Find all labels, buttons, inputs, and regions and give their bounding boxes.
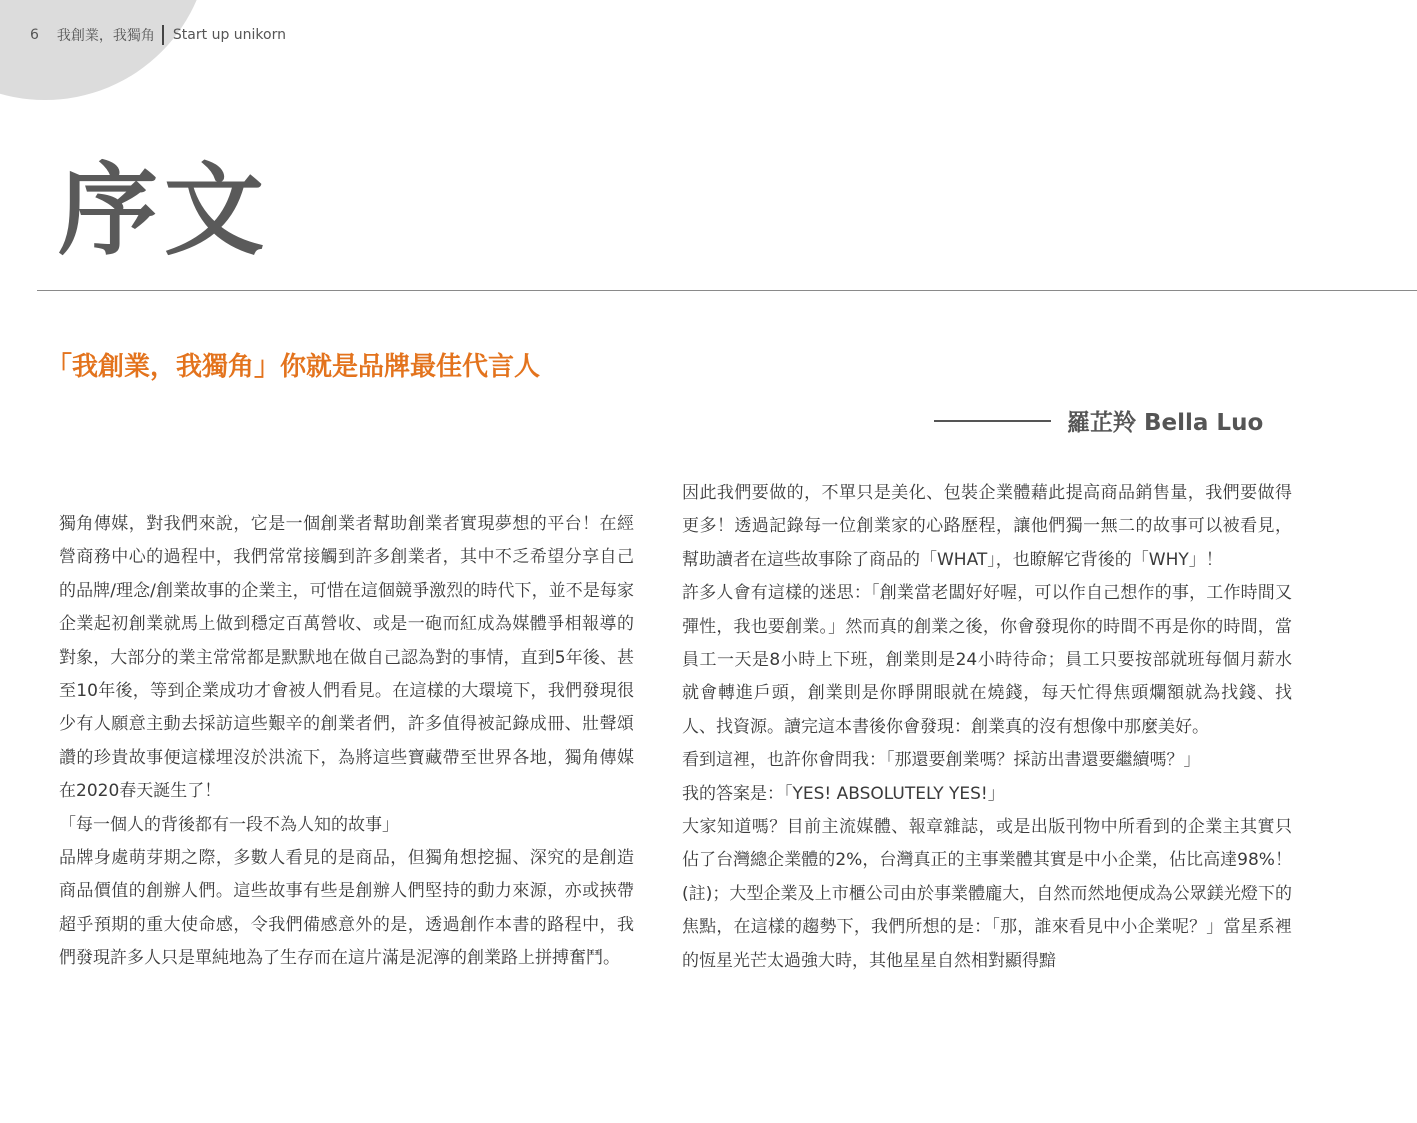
title-divider [37,290,1417,291]
paragraph: 大家知道嗎？目前主流媒體、報章雜誌，或是出版刊物中所看到的企業主其實只佔了台灣總企業體的2%，台灣真正的主事業體其實是中小企業，佔比高達98%！(註)；大型企業及上市櫃公司由於事業體龐大，自然而然地便成為公眾鎂光燈下的焦點，在這樣的趨勢下，我們所想的是：「那，誰來看見中小企業呢？」當星系裡的恆星光芒太過強大時，其他星星自然相對顯得黯 [682,817,1292,971]
running-header [30,25,286,45]
page-number: 6 [30,27,39,43]
left-column [59,508,634,976]
right-column [682,477,1292,978]
chapter-title: 序文 [58,151,270,269]
corner-decoration [0,0,210,100]
author-byline [934,404,1263,437]
section-heading: 「我創業，我獨角」你就是品牌最佳代言人 [46,352,541,382]
paragraph: 品牌身處萌芽期之際，多數人看見的是商品，但獨角想挖掘、深究的是創造商品價值的創辦人們。這些故事有些是創辦人們堅持的動力來源，亦或挾帶超乎預期的重大使命感，令我們備感意外的是，透過創作本書的路程中，我們發現許多人只是單純地為了生存而在這片滿是泥濘的創業路上拼搏奮鬥。 [59,848,634,969]
byline-dash [934,420,1051,422]
paragraph: 「每一個人的背後都有一段不為人知的故事」 [59,814,399,835]
paragraph: 獨角傳媒，對我們來說，它是一個創業者幫助創業者實現夢想的平台！在經營商務中心的過程中，我們常常接觸到許多創業者，其中不乏希望分享自己的品牌/理念/創業故事的企業主，可惜在這個競爭激烈的時代下，並不是每家企業起初創業就馬上做到穩定百萬營收、或是一砲而紅成為媒體爭相報導的對象，大部分的業主常常都是默默地在做自己認為對的事情，直到5年後、甚至10年後，等到企業成功才會被人們看見。在這樣的大環境下，我們發現很少有人願意主動去採訪這些艱辛的創業者們，許多值得被記錄成冊、壯聲頌讚的珍貴故事便這樣埋沒於洪流下，為將這些寶藏帶至世界各地，獨角傳媒在2020春天誕生了！ [59,514,634,802]
paragraph: 我的答案是：「YES! ABSOLUTELY YES!」 [682,783,1005,804]
book-subtitle: Start up unikorn [172,27,286,43]
paragraph: 許多人會有這樣的迷思：「創業當老闆好好喔，可以作自己想作的事，工作時間又彈性，我也要創業。」然而真的創業之後，你會發現你的時間不再是你的時間，當員工一天是8小時上下班，創業則是24小時待命；員工只要按部就班每個月薪水就會轉進戶頭，創業則是你睜開眼就在燒錢，每天忙得焦頭爛額就為找錢、找人、找資源。讀完這本書後你會發現：創業真的沒有想像中那麼美好。 [682,583,1292,737]
paragraph: 看到這裡，也許你會問我：「那還要創業嗎？採訪出書還要繼續嗎？」 [682,750,1201,771]
header-separator [162,25,164,45]
author-name: 羅芷羚 Bella Luo [1067,410,1264,436]
paragraph: 因此我們要做的，不單只是美化、包裝企業體藉此提高商品銷售量，我們要做得更多！透過記錄每一位創業家的心路歷程，讓他們獨一無二的故事可以被看見，幫助讀者在這些故事除了商品的「WHAT」，也瞭解它背後的「WHY」！ [682,483,1292,570]
book-title: 我創業，我獨角 [56,28,155,44]
